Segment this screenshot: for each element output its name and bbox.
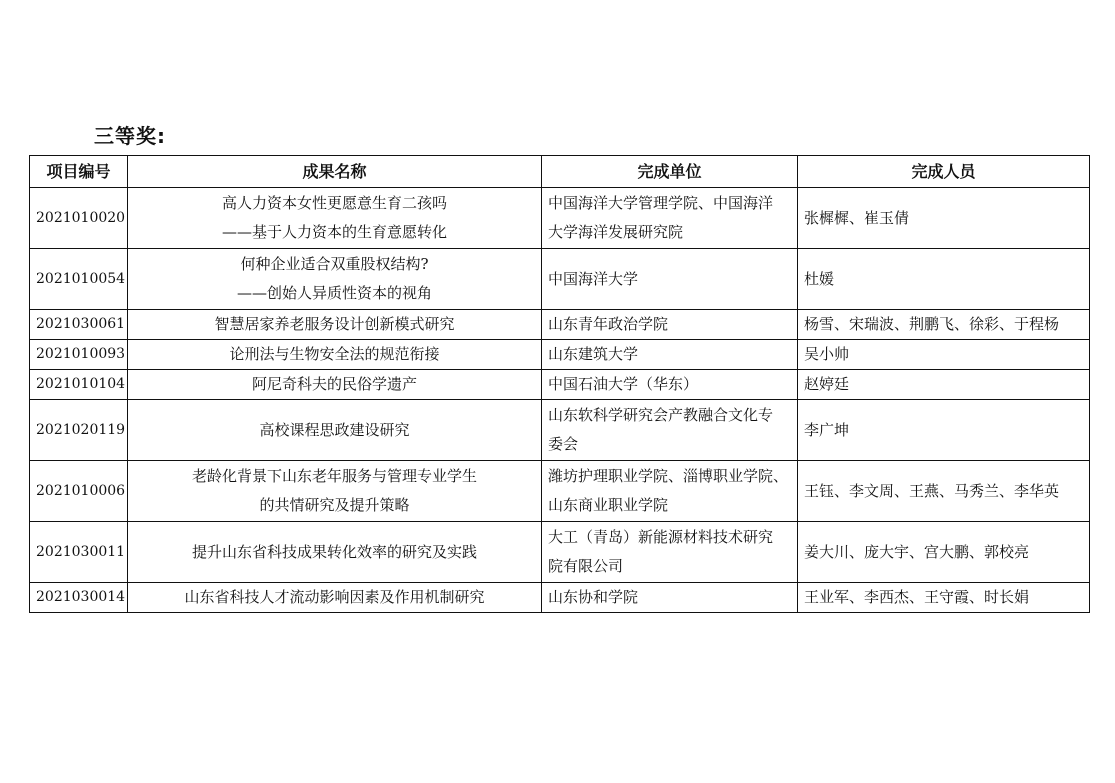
unit-line: 山东商业职业学院 (548, 496, 669, 514)
cell-result-name (128, 249, 542, 310)
cell-unit (542, 249, 798, 310)
result-name-line: ——基于人力资本的生育意愿转化 (221, 223, 447, 241)
cell-unit (542, 188, 798, 249)
table-row (30, 249, 1090, 310)
cell-people: 杜媛 (798, 249, 1090, 310)
header-unit: 完成单位 (542, 156, 798, 188)
header-result-name: 成果名称 (128, 156, 542, 188)
unit-line: 山东建筑大学 (548, 345, 639, 363)
result-name-line: 高校课程思政建设研究 (259, 420, 410, 439)
cell-project-id: 2021010104 (30, 370, 128, 400)
cell-project-id: 2021020119 (30, 400, 128, 461)
unit-line: 中国海洋大学管理学院、中国海洋 (548, 194, 774, 212)
cell-project-id: 2021010006 (30, 461, 128, 522)
cell-result-name (128, 188, 542, 249)
result-name-line: 的共情研究及提升策略 (259, 496, 410, 514)
header-people: 完成人员 (798, 156, 1090, 188)
unit-line: 山东协和学院 (548, 588, 639, 606)
table-row (30, 400, 1090, 461)
table-row (30, 522, 1090, 583)
result-name-line: 山东省科技人才流动影响因素及作用机制研究 (184, 588, 485, 606)
cell-result-name (128, 522, 542, 583)
table-row (30, 370, 1090, 400)
cell-unit (542, 522, 798, 583)
unit-line: 山东青年政治学院 (548, 315, 669, 333)
cell-unit (542, 583, 798, 613)
table-row (30, 188, 1090, 249)
cell-project-id: 2021030061 (30, 310, 128, 340)
cell-project-id: 2021010054 (30, 249, 128, 310)
header-project-id: 项目编号 (30, 156, 128, 188)
unit-line: 大工（青岛）新能源材料技术研究 (548, 528, 774, 546)
cell-unit (542, 340, 798, 370)
cell-result-name (128, 370, 542, 400)
unit-line: 中国石油大学（华东） (548, 375, 699, 393)
unit-line: 院有限公司 (548, 557, 624, 575)
result-name-line: 何种企业适合双重股权结构? (240, 255, 429, 273)
cell-result-name (128, 340, 542, 370)
cell-people: 杨雪、宋瑞波、荆鹏飞、徐彩、于程杨 (798, 310, 1090, 340)
cell-people: 王业军、李西杰、王守霞、时长娟 (798, 583, 1090, 613)
cell-unit (542, 310, 798, 340)
table-row (30, 583, 1090, 613)
awards-table (29, 155, 1090, 613)
section-title: 三等奖: (94, 124, 166, 148)
cell-unit (542, 400, 798, 461)
result-name-line: ——创始人异质性资本的视角 (236, 284, 432, 302)
result-name-line: 阿尼奇科夫的民俗学遗产 (251, 375, 417, 393)
cell-project-id: 2021010020 (30, 188, 128, 249)
unit-line: 潍坊护理职业学院、淄博职业学院、 (548, 467, 789, 485)
cell-people: 姜大川、庞大宇、宫大鹏、郭校亮 (798, 522, 1090, 583)
unit-line: 委会 (548, 435, 579, 453)
cell-unit (542, 461, 798, 522)
table-row (30, 310, 1090, 340)
result-name-line: 老龄化背景下山东老年服务与管理专业学生 (191, 467, 477, 485)
unit-line: 中国海洋大学 (548, 269, 639, 288)
cell-people: 李广坤 (798, 400, 1090, 461)
cell-people: 张樨樨、崔玉倩 (798, 188, 1090, 249)
table-row (30, 461, 1090, 522)
cell-unit (542, 370, 798, 400)
cell-people: 赵婷廷 (798, 370, 1090, 400)
cell-people: 王钰、李文周、王燕、马秀兰、李华英 (798, 461, 1090, 522)
unit-line: 大学海洋发展研究院 (548, 223, 684, 241)
result-name-line: 智慧居家养老服务设计创新模式研究 (214, 315, 455, 333)
result-name-line: 论刑法与生物安全法的规范衔接 (229, 345, 440, 363)
cell-people: 吴小帅 (798, 340, 1090, 370)
cell-project-id: 2021030014 (30, 583, 128, 613)
table-row (30, 340, 1090, 370)
table-header-row (30, 156, 1090, 188)
cell-project-id: 2021010093 (30, 340, 128, 370)
result-name-line: 提升山东省科技成果转化效率的研究及实践 (191, 542, 477, 561)
cell-result-name (128, 461, 542, 522)
result-name-line: 高人力资本女性更愿意生育二孩吗 (221, 194, 447, 212)
cell-result-name (128, 583, 542, 613)
unit-line: 山东软科学研究会产教融合文化专 (548, 406, 774, 424)
cell-project-id: 2021030011 (30, 522, 128, 583)
cell-result-name (128, 400, 542, 461)
cell-result-name (128, 310, 542, 340)
